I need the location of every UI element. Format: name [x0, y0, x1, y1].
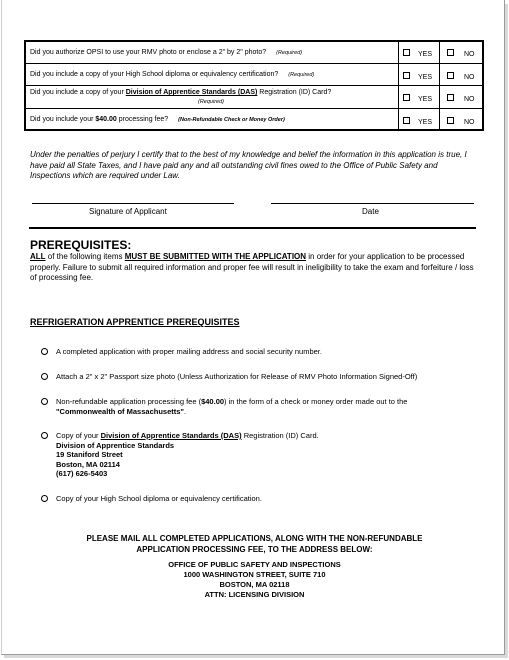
address-line: OFFICE OF PUBLIC SAFETY AND INSPECTIONS: [168, 560, 341, 569]
das-text: Division of Apprentice Standards (DAS): [125, 89, 258, 96]
no-label: NO: [464, 119, 475, 126]
required-note: (Required): [276, 50, 303, 56]
no-checkbox[interactable]: [447, 94, 454, 101]
date-label: Date: [362, 207, 379, 216]
mail-instructions: PLEASE MAIL ALL COMPLETED APPLICATIONS, ALONG WITH THE NON-REFUNDABLE: [86, 534, 423, 543]
bullet-circle-icon: [41, 495, 48, 502]
das-phone: (617) 626-5403: [56, 469, 108, 478]
checklist-row: Did you include a copy of your Division of Apprentice Standards (DAS) Registration (ID) Card? (Required) YES NO: [26, 86, 482, 109]
required-note: (Required): [288, 72, 315, 78]
yes-checkbox[interactable]: [403, 117, 410, 124]
question-text: Did you include a copy of your High School diploma or equivalency certification?: [30, 71, 279, 78]
yes-label: YES: [418, 51, 433, 58]
no-label: NO: [464, 74, 475, 81]
yes-label: YES: [418, 74, 433, 81]
signature-line: [32, 203, 234, 204]
section-divider: [29, 227, 476, 229]
checklist-table: [24, 40, 484, 131]
no-label: NO: [464, 96, 475, 103]
das-address-line: Boston, MA 02114: [56, 459, 120, 469]
question-text: Did you authorize OPSI to use your RMV photo or enclose a 2" by 2" photo?: [30, 49, 267, 56]
required-note: (Required): [198, 99, 224, 105]
date-line: [271, 203, 474, 204]
address-line: BOSTON, MA 02118: [219, 580, 290, 589]
das-address-line: Division of Apprentice Standards: [56, 440, 175, 450]
no-checkbox[interactable]: [447, 117, 454, 124]
page-shadow: [4, 655, 508, 658]
prerequisites-text: ALL of the following items MUST BE SUBMITTED WITH THE APPLICATION in order for your application to be processed properly. Failure to submit all required information and proper fee will result in ineligibility to take the exam and forfeiture / loss of processing fee.: [30, 252, 474, 282]
checklist-row: [26, 64, 482, 86]
yes-checkbox[interactable]: [403, 72, 410, 79]
no-checkbox[interactable]: [447, 49, 454, 56]
bullet-circle-icon: [41, 373, 48, 380]
question-text: Did you include your: [30, 116, 96, 123]
no-label: NO: [464, 51, 475, 58]
yes-checkbox[interactable]: [403, 49, 410, 56]
checklist-row: [26, 42, 482, 64]
das-address-line: 19 Staniford Street: [56, 450, 123, 459]
question-text: Did you include a copy of your: [30, 89, 126, 96]
checklist-row: Did you include your $40.00 processing fee? (Non-Refundable Check or Money Order) YES NO: [26, 109, 482, 131]
signature-label: Signature of Applicant: [89, 207, 167, 216]
mail-instructions: APPLICATION PROCESSING FEE, TO THE ADDRESS BELOW:: [136, 545, 373, 554]
refrigeration-title: REFRIGERATION APPRENTICE PREREQUISITES: [30, 317, 240, 327]
bullet-circle-icon: [41, 348, 48, 355]
fee-note: (Non-Refundable Check or Money Order): [178, 117, 285, 123]
address-line: 1000 WASHINGTON STREET, SUITE 710: [183, 570, 326, 579]
yes-label: YES: [418, 96, 433, 103]
fee-amount: $40.00: [95, 116, 117, 123]
no-checkbox[interactable]: [447, 72, 454, 79]
yes-label: YES: [418, 119, 433, 126]
perjury-statement: Under the penalties of perjury I certify that to the best of my knowledge and belief the information in this application is true, I have paid all State Taxes, and I have paid any and all outstanding civil fines owed to the Office of Public Safety and Inspections which are required under Law.: [30, 150, 467, 180]
yes-checkbox[interactable]: [403, 94, 410, 101]
address-line: ATTN: LICENSING DIVISION: [204, 590, 305, 599]
prerequisites-title: PREREQUISITES:: [30, 238, 132, 252]
bullet-circle-icon: [41, 398, 48, 405]
bullet-circle-icon: [41, 432, 48, 439]
